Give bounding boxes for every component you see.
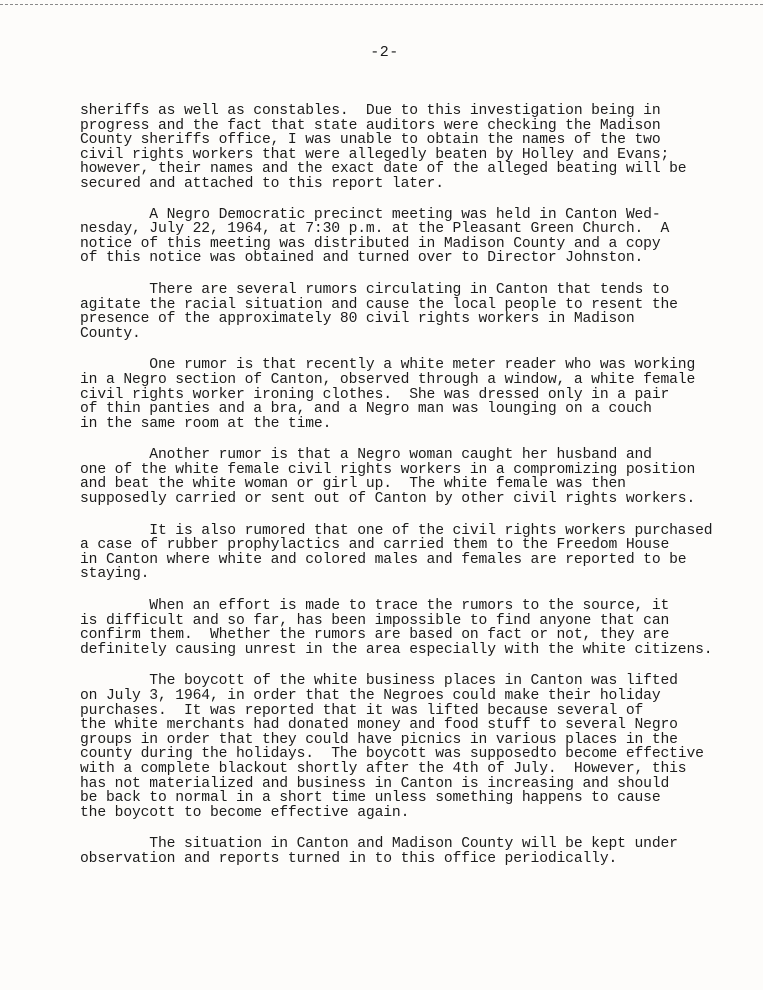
text-line: supposedly carried or sent out of Canton by other civil rights workers. bbox=[80, 491, 696, 508]
text-line: A Negro Democratic precinct meeting was held in Canton Wed- bbox=[80, 206, 661, 223]
paragraph-boycott bbox=[80, 674, 750, 820]
text-line: One rumor is that recently a white meter reader who was working bbox=[80, 357, 696, 374]
text-line: the boycott to become effective again. bbox=[80, 804, 410, 821]
text-line: and beat the white woman or girl up. The white female was then bbox=[80, 476, 626, 493]
text-line: has not materialized and business in Canton is increasing and should bbox=[80, 775, 670, 792]
text-line: county during the holidays. The boycott was supposedto become effective bbox=[80, 746, 704, 763]
text-line: The situation in Canton and Madison County will be kept under bbox=[80, 836, 678, 853]
text-line: on July 3, 1964, in order that the Negroes could make their holiday bbox=[80, 688, 661, 704]
text-line: definitely causing unrest in the area especially with the white citizens. bbox=[80, 641, 713, 658]
text-line: County. bbox=[80, 325, 141, 342]
text-line: a case of rubber prophylactics and carried them to the Freedom House bbox=[80, 537, 670, 554]
text-line: agitate the racial situation and cause the local people to resent the bbox=[80, 296, 678, 313]
paragraph-precinct-meeting bbox=[80, 208, 750, 266]
text-line: There are several rumors circulating in Canton that tends to bbox=[80, 281, 670, 298]
text-line: of this notice was obtained and turned over to Director Johnston. bbox=[80, 250, 644, 267]
text-line: civil rights workers that were allegedly beaten by Holley and Evans; bbox=[80, 146, 670, 163]
text-line: notice of this meeting was distributed in Madison County and a copy bbox=[80, 235, 661, 252]
text-line: nesday, July 22, 1964, at 7:30 p.m. at the Pleasant Green Church. A bbox=[80, 221, 670, 238]
text-line: with a complete blackout shortly after the 4th of July. However, this bbox=[80, 760, 687, 777]
text-line: The boycott of the white business places in Canton was lifted bbox=[80, 673, 678, 690]
text-line: secured and attached to this report later. bbox=[80, 175, 444, 192]
text-line: in Canton where white and colored males and females are reported to be bbox=[80, 551, 687, 568]
text-line: observation and reports turned in to this office periodically. bbox=[80, 850, 618, 867]
paragraph-rumor-three bbox=[80, 524, 750, 582]
text-line: Another rumor is that a Negro woman caught her husband and bbox=[80, 447, 652, 464]
text-line: in the same room at the time. bbox=[80, 415, 332, 432]
text-line: be back to normal in a short time unless something happens to cause bbox=[80, 790, 661, 807]
document-body bbox=[80, 104, 750, 867]
text-line: confirm them. Whether the rumors are based on fact or not, they are bbox=[80, 627, 670, 644]
text-line: however, their names and the exact date of the alleged beating will be bbox=[80, 161, 687, 178]
text-line: one of the white female civil rights workers in a compromizing position bbox=[80, 461, 696, 478]
text-line: civil rights worker ironing clothes. She was dressed only in a pair bbox=[80, 386, 670, 403]
text-line: groups in order that they could have picnics in various places in the bbox=[80, 731, 678, 748]
text-line: in a Negro section of Canton, observed through a window, a white female bbox=[80, 371, 696, 388]
paragraph-closing bbox=[80, 837, 750, 866]
text-line: sheriffs as well as constables. Due to this investigation being in bbox=[80, 103, 661, 119]
text-line: progress and the fact that state auditors were checking the Madison bbox=[80, 117, 661, 134]
text-line: staying. bbox=[80, 566, 150, 583]
paragraph-rumor-two bbox=[80, 448, 750, 506]
text-line: When an effort is made to trace the rumors to the source, it bbox=[80, 598, 670, 615]
text-line: of thin panties and a bra, and a Negro man was lounging on a couch bbox=[80, 401, 652, 418]
paragraph-rumor-one bbox=[80, 358, 750, 431]
page-number: -2- bbox=[370, 44, 399, 61]
paragraph-trace-rumors bbox=[80, 599, 750, 657]
text-line: presence of the approximately 80 civil rights workers in Madison bbox=[80, 311, 635, 328]
paragraph-rumors-intro bbox=[80, 283, 750, 341]
text-line: County sheriffs office, I was unable to obtain the names of the two bbox=[80, 132, 661, 149]
text-line: purchases. It was reported that it was lifted because several of bbox=[80, 702, 644, 719]
text-line: the white merchants had donated money and food stuff to several Negro bbox=[80, 717, 678, 734]
text-line: is difficult and so far, has been impossible to find anyone that can bbox=[80, 612, 670, 629]
paragraph-investigation bbox=[80, 104, 750, 192]
top-edge-rule bbox=[0, 4, 763, 5]
text-line: It is also rumored that one of the civil rights workers purchased bbox=[80, 522, 713, 539]
